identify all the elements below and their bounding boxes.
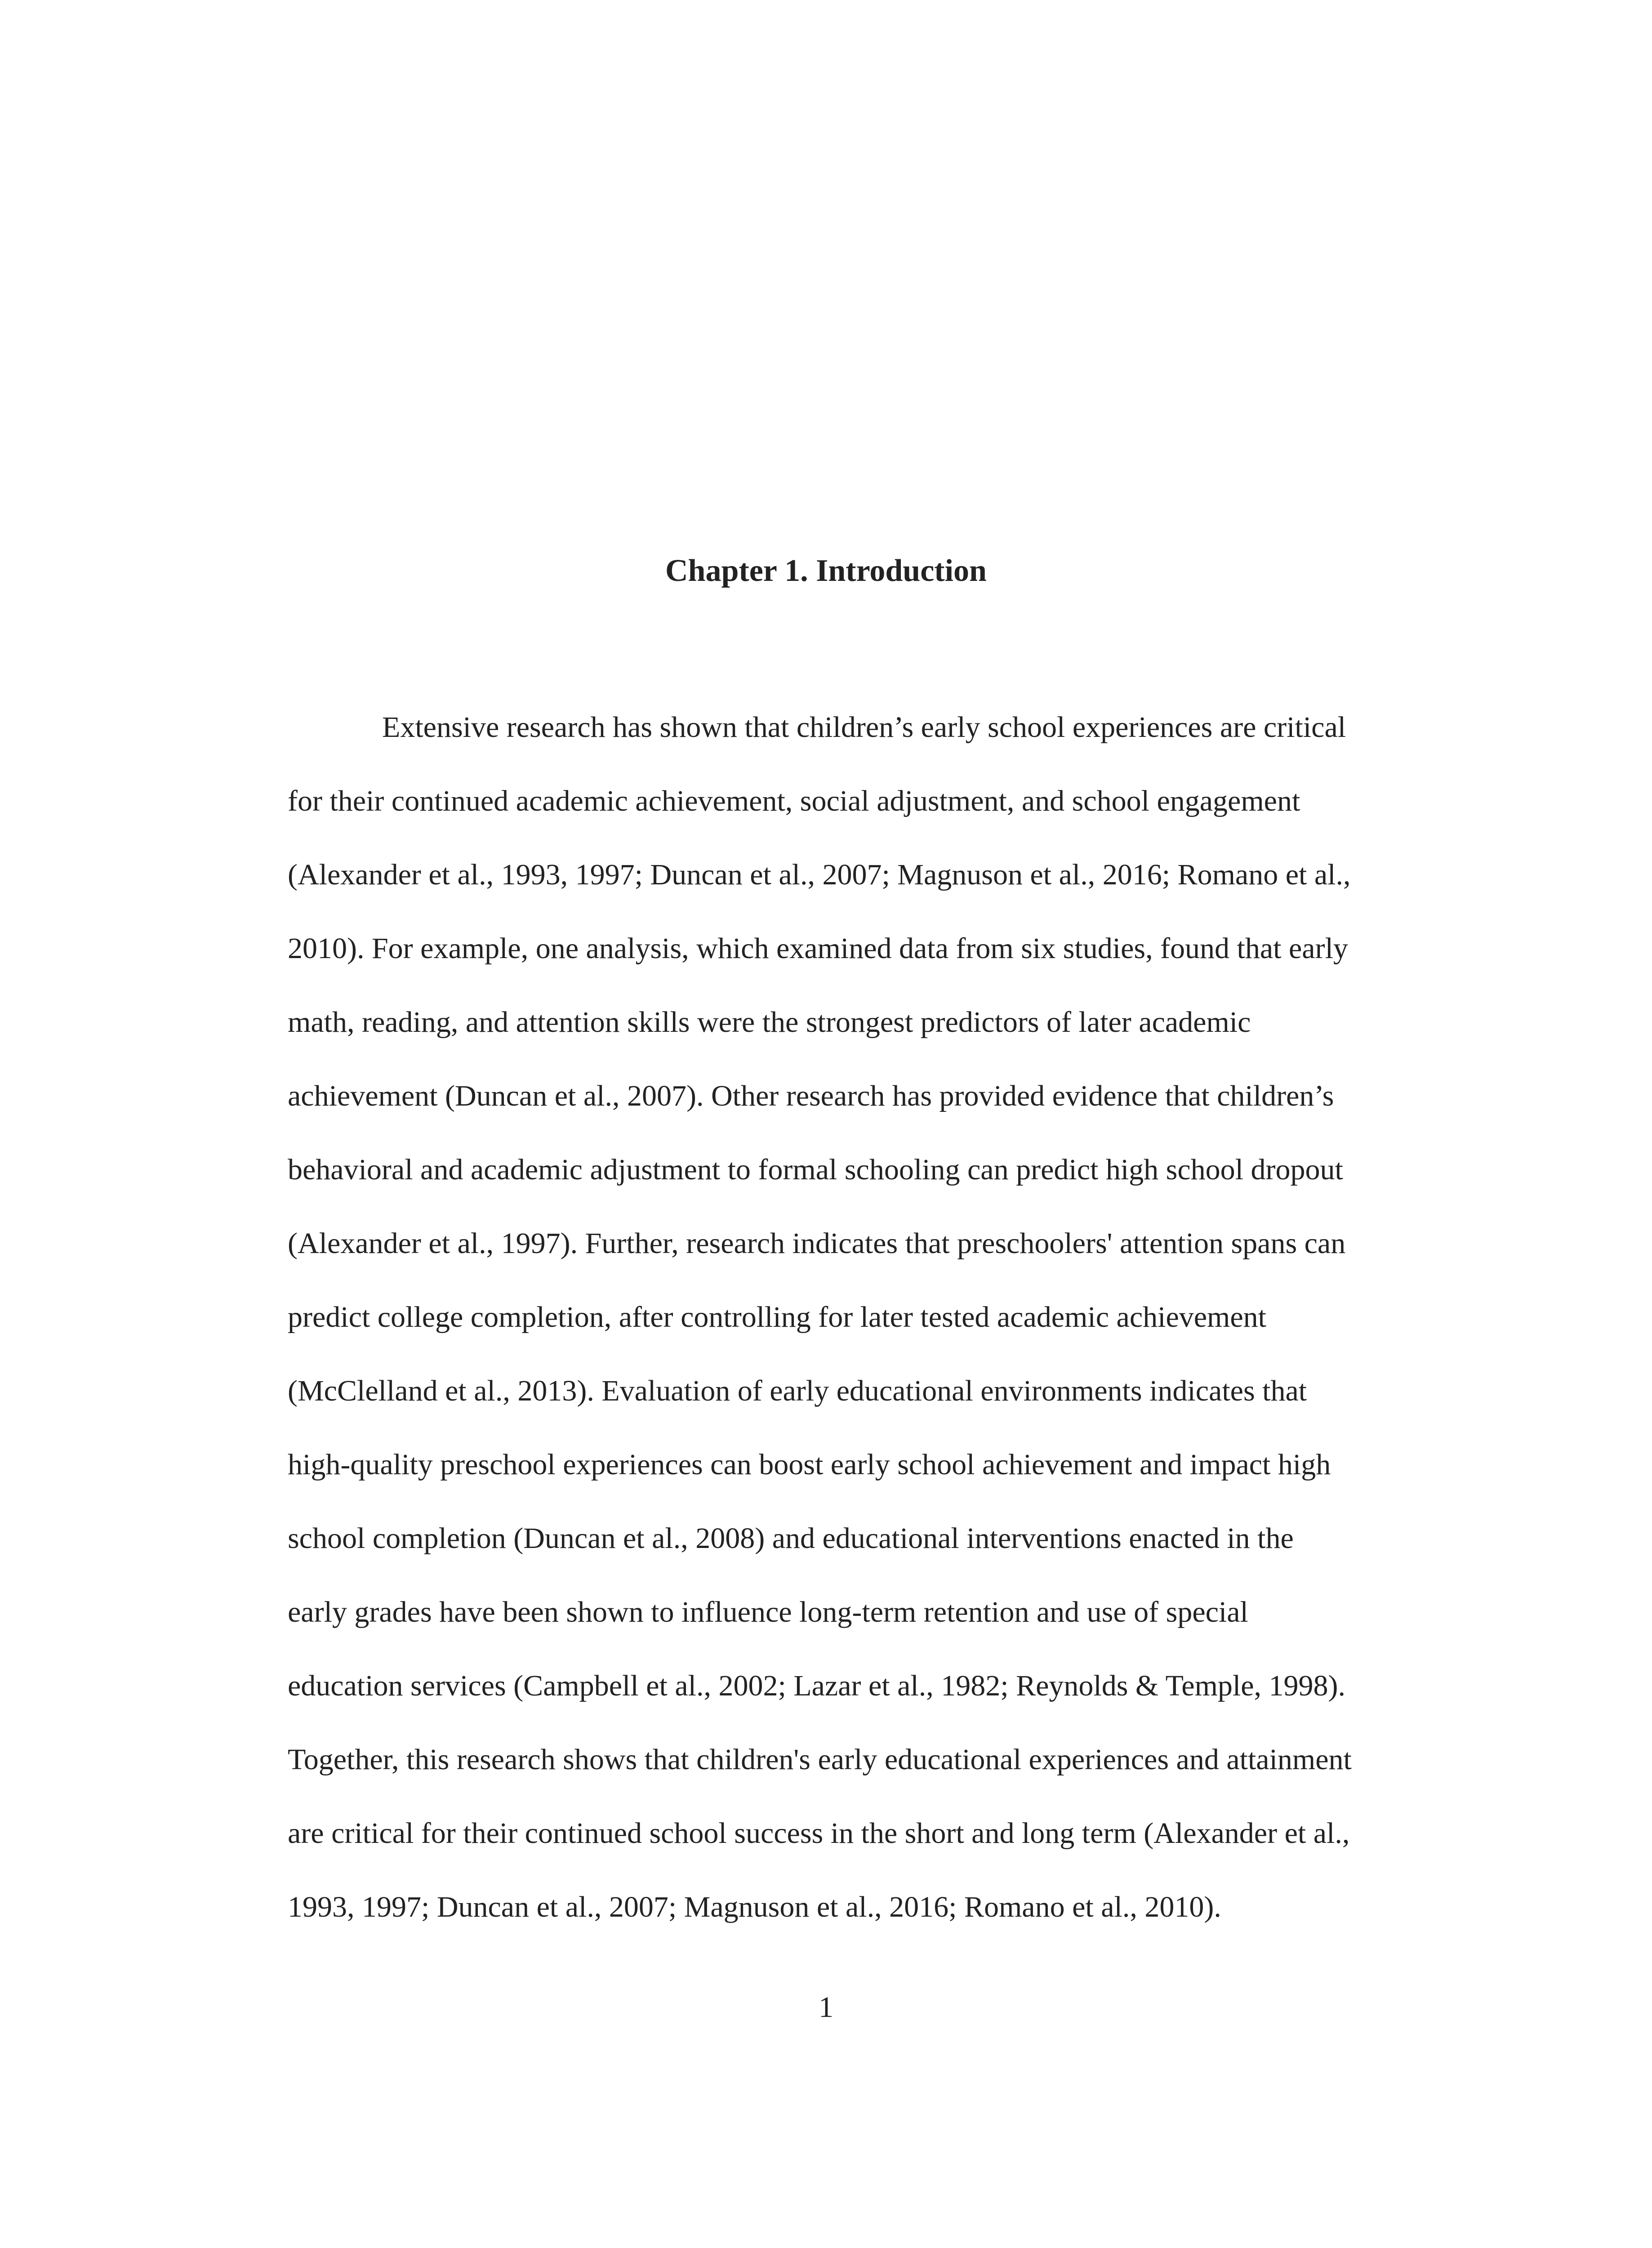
paragraph-line: high-quality preschool experiences can boost early school achievement and impact high [288, 1448, 1331, 1481]
paragraph-line: (McClelland et al., 2013). Evaluation of early educational environments indicates that [288, 1374, 1307, 1407]
paragraph-line: 2010). For example, one analysis, which examined data from six studies, found that early [288, 932, 1348, 965]
paragraph-line: behavioral and academic adjustment to formal schooling can predict high school dropout [288, 1153, 1343, 1186]
chapter-title: Chapter 1. Introduction [665, 553, 987, 588]
paragraph-line: achievement (Duncan et al., 2007). Other research has provided evidence that children’s [288, 1079, 1334, 1112]
paragraph-line: education services (Campbell et al., 2002; Lazar et al., 1982; Reynolds & Temple, 1998). [288, 1669, 1346, 1702]
paragraph-line: (Alexander et al., 1993, 1997; Duncan et al., 2007; Magnuson et al., 2016; Romano et al., [288, 858, 1351, 891]
paragraph-line: are critical for their continued school success in the short and long term (Alexander et al., [288, 1817, 1350, 1850]
paragraph-line: (Alexander et al., 1997). Further, research indicates that preschoolers' attention spans can [288, 1227, 1346, 1260]
paragraph-line: Together, this research shows that children's early educational experiences and attainment [288, 1743, 1352, 1776]
paragraph-line: school completion (Duncan et al., 2008) and educational interventions enacted in the [288, 1522, 1294, 1555]
paragraph-line: for their continued academic achievement, social adjustment, and school engagement [288, 785, 1300, 817]
paragraph-line: Extensive research has shown that children’s early school experiences are critical [382, 711, 1346, 744]
body-paragraph [288, 691, 1352, 1944]
paragraph-line: predict college completion, after controlling for later tested academic achievement [288, 1301, 1267, 1334]
paragraph-line: early grades have been shown to influence long-term retention and use of special [288, 1596, 1248, 1628]
paragraph-line: 1993, 1997; Duncan et al., 2007; Magnuson et al., 2016; Romano et al., 2010). [288, 1891, 1221, 1923]
paragraph-line: math, reading, and attention skills were the strongest predictors of later academic [288, 1006, 1251, 1039]
page-number: 1 [819, 1991, 833, 2024]
